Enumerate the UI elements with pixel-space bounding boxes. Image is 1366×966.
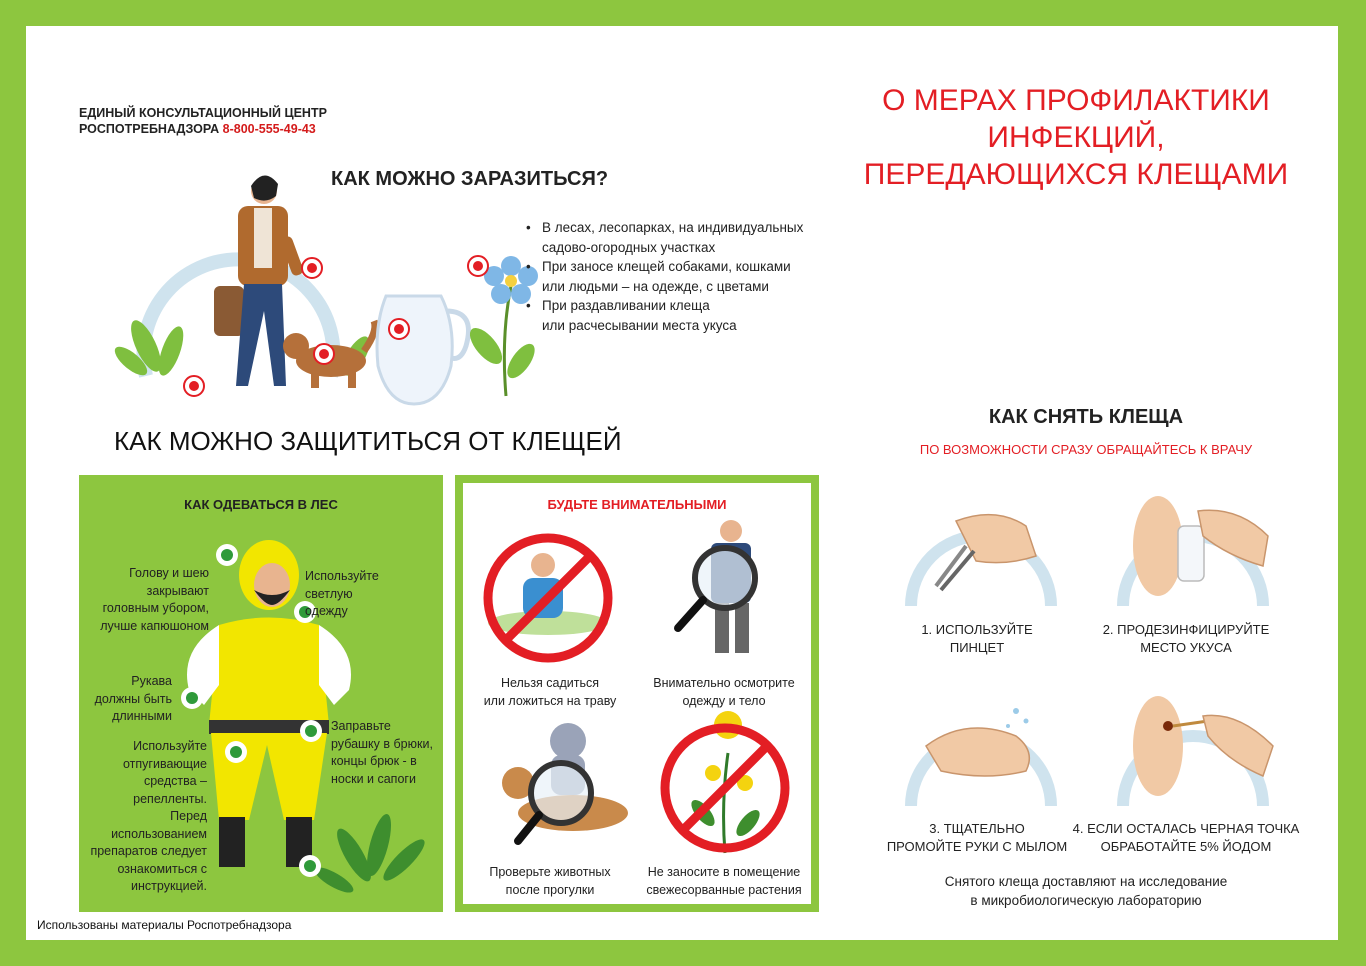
attentive-panel-inner xyxy=(463,483,811,904)
poster-sheet xyxy=(26,26,1338,940)
poster-title: О МЕРАХ ПРОФИЛАКТИКИ ИНФЕКЦИЙ, ПЕРЕДАЮЩИХСЯ КЛЕЩАМИ xyxy=(863,84,1289,191)
list-item: • При раздавливании клеща или расчесывании места укуса xyxy=(526,296,826,335)
lab-note: Снятого клеща доставляют на исследование в микробиологическую лабораторию xyxy=(944,874,1228,908)
step-4-caption: 4. ЕСЛИ ОСТАЛАСЬ ЧЕРНАЯ ТОЧКА ОБРАБОТАЙТЕ 5% ЙОДОМ xyxy=(1072,821,1300,854)
protection-title: КАК МОЖНО ЗАЩИТИТЬСЯ ОТ КЛЕЩЕЙ xyxy=(114,426,622,456)
plants-caption: Не заносите в помещение свежесорванные растения xyxy=(646,865,802,897)
fern-icon xyxy=(311,812,429,897)
attentive-panel xyxy=(455,475,819,912)
dress-panel xyxy=(79,475,443,912)
inspect-caption: Внимательно осмотрите одежду и тело xyxy=(653,676,795,708)
attentive-title: БУДЬТЕ ВНИМАТЕЛЬНЫМИ xyxy=(547,497,727,512)
hotline-phone: 8-800-555-49-43 xyxy=(222,122,316,136)
org-name-line2: РОСПОТРЕБНАДЗОРА 8-800-555-49-43 xyxy=(79,122,316,136)
infection-title: КАК МОЖНО ЗАРАЗИТЬСЯ? xyxy=(331,168,609,190)
no-sitting-on-grass-icon xyxy=(488,538,608,658)
list-item: • При заносе клещей собаками, кошками или людьми – на одежде, с цветами xyxy=(526,257,826,296)
head-tip: Голову и шею закрывают головным убором, лучше капюшоном xyxy=(100,566,209,633)
no-grass-caption: Нельзя садиться или ложиться на траву xyxy=(483,676,617,708)
no-fresh-plants-icon xyxy=(665,711,785,853)
inspect-clothes-icon xyxy=(678,520,755,653)
tuck-in-tip: Заправьте рубашку в брюки, концы брюк - в носки и сапоги xyxy=(331,719,433,786)
sleeves-tip: Рукава должны быть длинными xyxy=(94,674,172,723)
pets-caption: Проверьте животных после прогулки xyxy=(489,865,611,897)
removal-subtitle: ПО ВОЗМОЖНОСТИ СРАЗУ ОБРАЩАЙТЕСЬ К ВРАЧУ xyxy=(919,442,1253,457)
step-1-caption: 1. ИСПОЛЬЗУЙТЕ ПИНЦЕТ xyxy=(921,622,1033,655)
disinfect-icon xyxy=(1123,496,1268,606)
step-3-caption: 3. ТЩАТЕЛЬНО ПРОМОЙТЕ РУКИ С МЫЛОМ xyxy=(886,821,1068,854)
iodine-icon xyxy=(1123,696,1273,806)
removal-title: КАК СНЯТЬ КЛЕЩА xyxy=(988,406,1184,428)
tweezers-icon xyxy=(911,515,1051,606)
step-2-caption: 2. ПРОДЕЗИНФИЦИРУЙТЕ МЕСТО УКУСА xyxy=(1102,622,1270,655)
light-clothes-tip: Используйте светлую одежду xyxy=(305,569,379,618)
org-name: ЕДИНЫЙ КОНСУЛЬТАЦИОННЫЙ ЦЕНТР xyxy=(79,106,327,120)
org-block xyxy=(79,106,327,136)
source-credit: Использованы материалы Роспотребнадзора xyxy=(37,918,292,932)
check-pets-icon xyxy=(502,723,628,841)
milk-jug-icon xyxy=(377,296,469,404)
dress-title: КАК ОДЕВАТЬСЯ В ЛЕС xyxy=(184,497,338,512)
list-item: • В лесах, лесопарках, на индивидуальных садово-огородных участках xyxy=(526,218,826,257)
wash-hands-icon xyxy=(911,708,1051,806)
infection-list xyxy=(526,218,826,335)
repellent-tip: Используйте отпугивающие средства – репелленты. Перед использованием препаратов следует ознакомиться с инструкцией. xyxy=(90,739,207,893)
